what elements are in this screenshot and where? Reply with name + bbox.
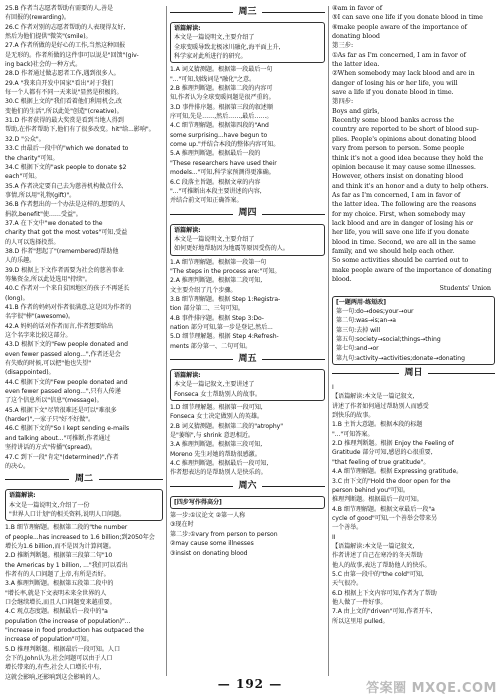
text-line: "..."可推断出本段主要讲述的内容,	[170, 187, 262, 195]
text-line: 37.A 在下文中"we donated to the	[5, 219, 103, 227]
text-line: 的人可以选择投票。	[5, 238, 60, 246]
text-line: "增长率,就是下文表明未来全世界的人	[5, 589, 107, 597]
text-line: ⑥make people aware of the importance of	[332, 22, 467, 31]
text-line: 这个名字来比较这部分。	[5, 332, 72, 340]
page-number: — 192 —	[217, 677, 283, 691]
day-heading-label: 周四	[238, 208, 257, 219]
text-line: and think it's an honor and a duty to help others.	[332, 181, 489, 190]
text-line: 6.D 根据上下文内容可知,作者为了帮助	[332, 589, 437, 597]
text-line: 3.D 事件排序题。根据第三段的叙述顺	[170, 103, 273, 111]
text-line: 是"萎缩",与 shrink 意思相近。	[170, 432, 254, 440]
text-line: blood.	[332, 274, 352, 283]
text-line: 第二步:①vary from person to person	[170, 530, 278, 538]
text-line: 2.A 推理判断题。根据第二段可知,	[170, 277, 263, 285]
text-line: 所以这里用 pulled。	[332, 617, 389, 625]
passage-summary-box	[170, 224, 325, 256]
text-line: the latter idea.	[332, 60, 380, 69]
text-line: 如何更好地帮助因为地震等原因受伤的人。	[174, 245, 289, 253]
text-line: "..."可知答案。	[332, 430, 374, 438]
text-line: the Americas by 1 billion, ..."我们可以看出	[5, 561, 128, 569]
text-line: 序可知,先是……,然后……,最后……。	[170, 113, 273, 121]
text-line: blood in time. Second, we are all in the same	[332, 237, 476, 246]
text-line: 这就会影响,还影响到这会影响的人。	[5, 673, 104, 681]
text-line: 47.C 到下一段"肯定"(determined)",作者	[5, 453, 119, 461]
text-line: ⑤I can save one life if you donate blood in time	[332, 13, 483, 22]
text-line: 5.A 推理判断题。根据最后一段的	[170, 150, 261, 158]
text-line: 2.B 推理判断题。根据第二段的内容可	[170, 85, 273, 93]
text-line: 4.C 观点态度题。根据最后一段中的"a	[5, 608, 108, 616]
text-line: plies. People's opinions about donating blood	[332, 134, 477, 143]
text-line: "The steps in the process are:"可知。	[170, 267, 281, 275]
text-line: 他人做了一件好事。	[332, 598, 387, 606]
text-line: 4.C 推理判断题。根据最后一段可知,	[170, 460, 269, 468]
text-line: 到快乐的故事。	[332, 412, 375, 420]
box-label: 语篇解读:	[174, 372, 201, 379]
text-line: 推理判断题。根据最后一段可知。	[332, 496, 423, 504]
text-line: make people aware of the importance of donating	[332, 265, 492, 274]
column-divider	[166, 6, 167, 676]
text-line: ②may cause some illnesses	[170, 540, 254, 548]
text-line: 第一步:①议论文 ②第一人称	[170, 512, 246, 520]
text-line: 本文是一篇说明文,主要介绍了	[174, 34, 255, 42]
text-line: ments 部分第一、二句可知。	[170, 342, 252, 350]
text-line: ②When somebody may lack blood and are in	[332, 69, 475, 78]
text-line: 有失败的时候,可以把"他也失望"	[5, 360, 91, 368]
text-line: "These researchers have used their	[170, 159, 277, 167]
text-line: 【语篇解读:本文是一篇记叙文,	[332, 393, 415, 401]
text-line: person behind you"可知。	[332, 486, 409, 494]
text-line: country are reported to be short of blood sup-	[332, 125, 479, 134]
text-line: 第三步:	[332, 41, 354, 50]
text-line: population (the increase of population)"...	[5, 617, 131, 625]
text-line: 43.D 根据下文的"Few people donated and	[5, 341, 128, 349]
box-label: 语篇解读:	[174, 25, 201, 32]
day-heading-label: 周三	[238, 6, 257, 17]
text-line: 文主要介绍了几个步骤。	[170, 286, 237, 294]
text-line: and talking about..."可推断,作者通过	[5, 434, 111, 442]
text-line: 6.C 段落主旨题。根据文章的内容	[170, 178, 261, 186]
day-heading	[170, 353, 325, 366]
text-line: 增长为1.6 billion,而不是因为计算问题。	[5, 542, 115, 550]
text-line: 35.A 作者决定要自己去为慈善机构做点什么	[5, 182, 124, 190]
text-line: save a life if you donate blood in time.	[332, 88, 454, 97]
text-line: 帮助,在作者帮助下,他们有了很多改变。hit"给...影响"。	[5, 126, 155, 134]
text-line: 33.C 由最后一段中的"which we donated to	[5, 145, 129, 153]
text-line: 4.C 细节理解题。根据第四段的"And	[170, 122, 269, 130]
box-label: 语篇解读:	[9, 492, 36, 500]
text-line: 并结合前文可知正确答案。	[170, 197, 243, 205]
text-line: 40.C 作者对一个来自贫困地区的孩子不再延长	[5, 285, 130, 293]
text-line: even fewer passed along...",只有人传递	[5, 388, 121, 396]
passage-summary-box	[170, 22, 325, 63]
text-line: 本文是一篇说明文,主要介绍了	[174, 235, 255, 243]
text-line: 第七句:and→or	[336, 345, 379, 353]
text-line: 30.C 根据上文的"我们看着他们利用机会,改	[5, 98, 122, 106]
text-line: "increase in food production has outpaced the	[5, 627, 144, 634]
text-line: family, and we should help each other.	[332, 246, 455, 255]
text-line: (long)。	[5, 294, 29, 302]
text-line: (disappointed)。	[5, 369, 55, 377]
text-line: 1.B 细节理解题。根据第二段的"the number	[5, 524, 128, 532]
text-line: donating blood	[332, 32, 380, 41]
text-line: charity that got the most votes"可知,受益	[5, 229, 128, 237]
text-line: 31.D 作者获得的最大奖赏是看到当地人得到	[5, 117, 124, 125]
text-line: 27.A 作者所做的是好心的工作,当然这种回报	[5, 42, 126, 50]
text-line: 作者有的人口问题了上帝,有所是否好。	[5, 570, 110, 578]
text-line: 然后为他们提供"微笑"(smile)。	[5, 33, 92, 41]
text-line: II	[332, 533, 336, 541]
text-line: 有回报的(rewarding)。	[5, 14, 70, 22]
text-line: 第九句:activity→activities;donate→donating	[336, 354, 465, 362]
column-divider	[328, 6, 329, 676]
text-line: 3.B 细节理解题。根据 Step 1:Registra-	[170, 295, 281, 303]
text-line: "世界人口计划"的相关资料,说明人口问题。	[9, 510, 126, 518]
text-line: 38.D 作者"想起了"(remembered)帮助他	[5, 247, 119, 255]
text-line: ing back)社会的一种方式。	[5, 61, 82, 69]
text-line: 坚持讲话的方式"传播"(spread)。	[5, 444, 97, 452]
text-line: ①As far as I'm concerned, I am in favor of	[332, 50, 466, 59]
box-label: [一题两用·练短改]	[336, 298, 387, 306]
text-line: 他人的故事,表达了帮助他人的快乐。	[332, 561, 431, 569]
text-line: 4.B 细节理解题。根据文章最后一段"a	[332, 505, 435, 513]
text-line: tion 部分第二、三句可知。	[170, 305, 244, 313]
text-line: of people...has increased to 1.6 billion;到2050年会	[5, 533, 155, 541]
text-line: cycle of good"可知,一个善举会带来另	[332, 514, 438, 522]
text-line: ③现在时	[170, 521, 194, 529]
day-heading-label: 周二	[75, 474, 93, 485]
passage-summary-box	[5, 489, 163, 521]
watermark: 答案圈 MXQE.COM	[366, 681, 497, 696]
text-line: 45.A 根据下文"尽管很难还是可以"难很多	[5, 406, 117, 414]
text-line: some surprising...have begun to	[170, 131, 268, 139]
text-line: 25.B 作者当志愿者帮助有需要的人,善是	[5, 5, 114, 12]
box-label: 语篇解读:	[174, 226, 201, 234]
text-line: 讲述了作者如何通过帮助别人而感受	[332, 402, 429, 410]
day-heading	[170, 208, 325, 221]
text-line: So some activities should be carried out to	[332, 256, 469, 265]
text-line: "..."可知,划线词是"融化"之意。	[170, 75, 256, 83]
text-line: Gratitude 部分可知,感恩的心很重要,	[332, 449, 433, 457]
day-heading	[170, 480, 325, 493]
text-line: 第二句:was→is;an→a	[336, 317, 396, 325]
text-line: danger of losing his or her life, you will	[332, 78, 458, 87]
text-line: 32.D "公众"。	[5, 135, 45, 143]
text-line: 作者讲述了自己在寒冷的冬天帮助	[332, 552, 423, 560]
text-line: 34.C 根据下文的"ask people to donate $2	[5, 163, 127, 171]
text-line: Boys and girls,	[332, 106, 380, 115]
text-line: 全球变暖导致北极冰川融化,海平面上升,	[174, 43, 281, 51]
text-line: 作者想表达的是帮助别人是快乐的。	[170, 469, 267, 477]
text-line: Fonseca 女士决定做别人的英雄。	[170, 413, 263, 421]
answer-column-right	[332, 4, 495, 626]
text-line: Fonseca 女士帮助别人的故事。	[174, 390, 261, 398]
day-heading	[332, 367, 495, 380]
text-line: 26.C 作者对别的志愿者帮助的人表现得友好,	[5, 23, 126, 31]
text-line: come up."并结合本段的整体内容可知。	[170, 141, 280, 149]
text-line: 2.D 推理判断题。根据 Enjoy the Feeling of	[332, 440, 454, 448]
text-line: 第三句:去掉 will	[336, 326, 380, 334]
text-line: 筹集资金,所以此处选用"持续"。	[5, 275, 91, 283]
text-line: (harder)",一家子只"好不好做"。	[5, 416, 95, 424]
text-line: Moreno 先生对她的帮助很感激。	[170, 450, 261, 458]
text-line: Recently some blood banks across the	[332, 116, 455, 125]
text-line: increase of population"可知。	[5, 636, 93, 644]
passage-summary-box	[332, 296, 495, 365]
text-line: 1.D 细节理解题。根据第一段可知,	[170, 404, 263, 412]
day-heading-label: 周六	[238, 480, 257, 491]
text-line: 29.A "我来自开发中国家"看出"对于我们	[5, 79, 114, 87]
text-line: 42.A 妈妈的话对作者而言,作者想要给出	[5, 322, 114, 330]
text-line: 5.D 推理判断题。根据最后一段可知。人口	[5, 645, 120, 653]
text-line: 【语篇解读:本文是一篇记叙文,	[332, 542, 415, 550]
day-heading	[5, 473, 163, 486]
text-line: even fewer passed along...",作者还是会	[5, 350, 121, 358]
passage-summary-box	[170, 369, 325, 401]
day-heading-label: 周日	[404, 367, 423, 378]
text-line: for my choice. First, when somebody may	[332, 209, 466, 218]
text-line: 捐款,benefit"使……受益"。	[5, 210, 82, 218]
text-line: vary from person to person. Some people	[332, 144, 465, 153]
text-line: lack blood and are in danger of losing his or	[332, 218, 474, 227]
text-line: 4.A 细节理解题。根据 Expressing gratitude。	[332, 468, 463, 476]
text-line: the charity"可知。	[5, 154, 59, 162]
text-line: ③insist on donating blood	[170, 549, 248, 557]
text-line: However, others insist on donating blood	[332, 172, 464, 181]
text-line: opinion because it may cause some illnesses.	[332, 162, 476, 171]
text-line: 36.B 作者想出的一个办法是这样的,想要的人	[5, 201, 126, 209]
text-line: 第四步:	[332, 97, 354, 106]
text-line: 5.C 由第一段中的"the cold"可知,	[332, 570, 424, 578]
text-line: 41.B 作者的妈妈对作者很满意,这是因为作者的	[5, 304, 132, 311]
text-line: 事情,所以用"礼物(gift)"。	[5, 191, 76, 199]
text-line: think it's not a good idea because they hold the	[332, 153, 484, 162]
text-line: 44.C 根据下文的"Few people donated and	[5, 378, 128, 386]
text-line: ④am in favor of	[332, 4, 383, 12]
text-line: 每一个人都有不同一天来说"显然是积极的。	[5, 89, 123, 97]
text-line: the latter idea. The following are the reasons	[332, 200, 477, 209]
text-line: 知,作者认为全球变暖问题是很严重的。	[170, 94, 275, 102]
answer-column-left	[5, 4, 163, 682]
text-line: I	[332, 384, 334, 392]
text-line: 是无形的。作者所做的这件事可以说是"回馈"(giv-	[5, 51, 139, 59]
text-line: 天气很冷。	[332, 580, 363, 588]
text-line: "that feeling of true gratitude"。	[332, 458, 430, 466]
text-line: 一个善举。	[332, 524, 363, 532]
text-line: 第五句:society→social;things→thing	[336, 336, 441, 344]
text-line: nation 部分可知,第一步是登记,然后...	[170, 323, 273, 331]
text-line: 2.D 推断判断题。根据第三段第二句"10	[5, 552, 113, 560]
text-line: 人的乐趣。	[5, 257, 36, 265]
text-line: 1.A 细节理解题。根据第一段第一句	[170, 258, 267, 266]
text-line: 3.A 推理判断题。根据第三段可知,	[170, 441, 263, 449]
passage-summary-box	[170, 496, 325, 509]
day-heading	[170, 6, 325, 19]
text-line: her life, you will save one life if you donate	[332, 228, 470, 237]
text-line: 第一句:do→does;your→our	[336, 308, 414, 315]
text-line: 46.C 根据下文的"So I kept sending e-mails	[5, 425, 130, 433]
text-line: 39.D 根据上下文作者需要为社会的慈善事业	[5, 266, 124, 274]
box-label: [四步写作得高分]	[174, 498, 222, 506]
answer-column-middle	[170, 4, 325, 558]
text-line: 2.B 词义猜测题。根据第二段的"atrophy"	[170, 422, 283, 430]
text-line: 口会继续增长,而且人口问题变来越重要。	[5, 598, 116, 606]
text-line: each"可知。	[5, 173, 41, 181]
text-line: As far as I'm concerned, I am in favor of	[332, 190, 461, 199]
text-line: 科学家对此所进行的研究。	[174, 53, 247, 61]
text-line: 名字很"棒"(awesome)。	[5, 313, 75, 321]
text-line: 3.A 推理判断题。根据第五段第二段中的	[5, 580, 114, 588]
text-line: 会下的,John认为,社会问题可以由于人口	[5, 655, 113, 663]
text-line: 增长带来的,有些,社会人口增长中有,	[5, 664, 102, 672]
text-line: 本文是一篇说明文,介绍了一份	[9, 501, 90, 509]
text-line: 7.A 由上文的"driven"可知,作者开车,	[332, 608, 433, 616]
text-line: 28.D 作者通过做志愿者工作,遇到很多人。	[5, 70, 120, 78]
text-line: 变他们的生活",所以此处"创造"(creative)。	[5, 107, 123, 115]
letter-signature: Students' Union	[439, 284, 491, 293]
text-line: 的决心。	[5, 462, 30, 470]
text-line: 1.B 主旨大意题。根据本段的标题	[332, 421, 423, 429]
text-line: 4.B 事件排序题。根据 Step 3:Do-	[170, 314, 264, 322]
day-heading-label: 周五	[238, 353, 257, 364]
text-line: 了这个信息所以"信息"(message)。	[5, 397, 103, 405]
text-line: models..."可知,科学家预测得更准确。	[170, 169, 275, 177]
text-line: 1.A 词义猜测题。根据第一段最后一句	[170, 66, 273, 74]
text-line: 3.C 由下文的"Hold the door open for the	[332, 477, 451, 485]
text-line: 5.D 细节理解题。根据 Step 4:Refresh-	[170, 333, 279, 341]
text-line: 本文是一篇记叙文,主要讲述了	[174, 381, 255, 389]
